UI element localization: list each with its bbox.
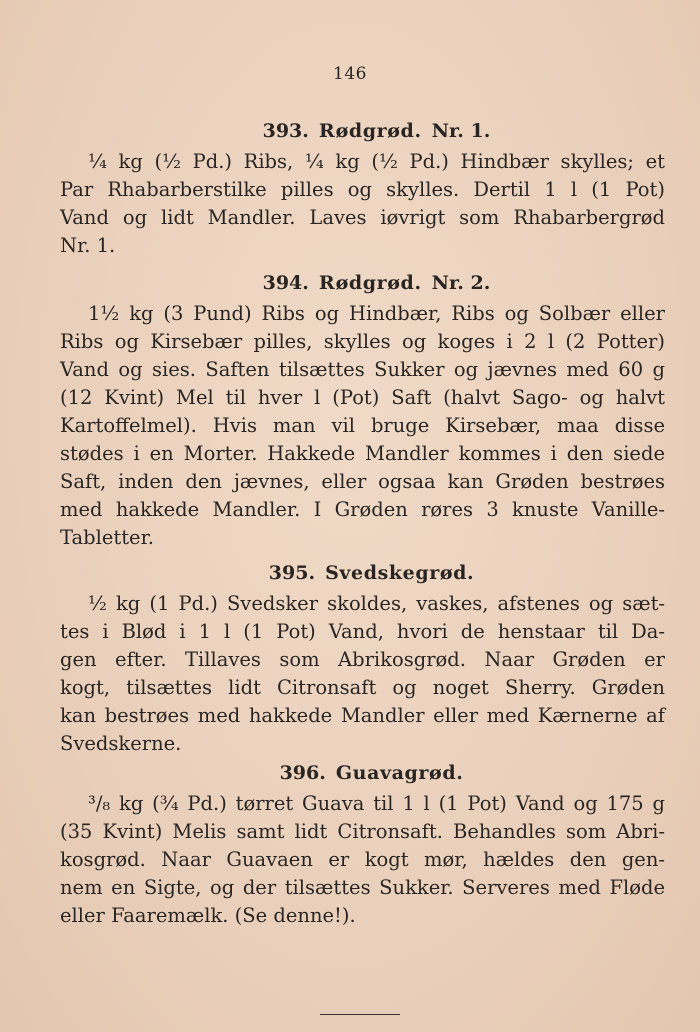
text-line: ½ kg (1 Pd.) Svedsker skoldes, vaskes, afstenes og sæt- [88, 592, 665, 615]
text-line: kosgrød. Naar Guavaen er kogt mør, hældes den gen- [60, 848, 665, 871]
recipe-text [60, 300, 665, 552]
text-line: ³/₈ kg (¾ Pd.) tørret Guava til 1 l (1 Pot) Vand og 175 g [88, 792, 665, 815]
recipe-395 [60, 562, 665, 758]
recipe-title [60, 762, 665, 784]
text-line: kan bestrøes med hakkede Mandler eller med Kærnerne af [60, 704, 665, 727]
text-line: Vand og sies. Saften tilsættes Sukker og jævnes med 60 g [60, 358, 665, 381]
recipe-text [60, 790, 665, 930]
recipe-396 [60, 762, 665, 930]
page-number: 146 [333, 64, 367, 84]
recipe-text [60, 148, 665, 260]
recipe-name: Svedskegrød. [325, 562, 475, 584]
recipe-name: Rødgrød. [318, 272, 422, 294]
text-line: kogt, tilsættes lidt Citronsaft og noget Sherry. Grøden [60, 676, 665, 699]
recipe-title [60, 120, 665, 142]
text-line: 1½ kg (3 Pund) Ribs og Hindbær, Ribs og Solbær eller [88, 302, 665, 325]
recipe-suffix: Nr. 2. [431, 272, 491, 294]
text-line: gen efter. Tillaves som Abrikosgrød. Naar Grøden er [60, 648, 665, 671]
recipe-number: 394. [262, 272, 309, 294]
text-line: (35 Kvint) Melis samt lidt Citronsaft. Behandles som Abri- [60, 820, 665, 843]
text-line: stødes i en Morter. Hakkede Mandler kommes i den siede [60, 442, 665, 465]
text-line: Tabletter. [60, 526, 154, 549]
recipe-name: Rødgrød. [318, 120, 422, 142]
recipe-number: 395. [268, 562, 316, 584]
text-line: ¼ kg (½ Pd.) Ribs, ¼ kg (½ Pd.) Hindbær skylles; et [88, 150, 665, 173]
text-line: Saft, inden den jævnes, eller ogsaa kan Grøden bestrøes [60, 470, 665, 493]
text-line: Nr. 1. [60, 234, 116, 257]
text-line: eller Faaremælk. (Se denne!). [60, 904, 356, 927]
recipe-393 [60, 120, 665, 260]
end-rule-divider [320, 1014, 400, 1015]
text-line: nem en Sigte, og der tilsættes Sukker. Serveres med Fløde [60, 876, 665, 899]
text-line: Vand og lidt Mandler. Laves iøvrigt som Rhabarbergrød [60, 206, 665, 229]
recipe-title [60, 272, 665, 294]
recipe-number: 396. [279, 762, 326, 784]
recipe-name: Guavagrød. [335, 762, 464, 784]
text-line: tes i Blød i 1 l (1 Pot) Vand, hvori de henstaar til Da- [60, 620, 665, 643]
text-line: Par Rhabarberstilke pilles og skylles. Dertil 1 l (1 Pot) [60, 178, 665, 201]
text-line: med hakkede Mandler. I Grøden røres 3 knuste Vanille- [60, 498, 665, 521]
recipe-394 [60, 272, 665, 552]
recipe-number: 393. [262, 120, 309, 142]
recipe-title [60, 562, 665, 584]
text-line: Kartoffelmel). Hvis man vil bruge Kirsebær, maa disse [60, 414, 665, 437]
text-line: (12 Kvint) Mel til hver l (Pot) Saft (halvt Sago- og halvt [60, 386, 665, 409]
text-line: Svedskerne. [60, 732, 182, 755]
recipe-suffix: Nr. 1. [431, 120, 491, 142]
recipe-text [60, 590, 665, 758]
text-line: Ribs og Kirsebær pilles, skylles og koges i 2 l (2 Potter) [60, 330, 665, 353]
